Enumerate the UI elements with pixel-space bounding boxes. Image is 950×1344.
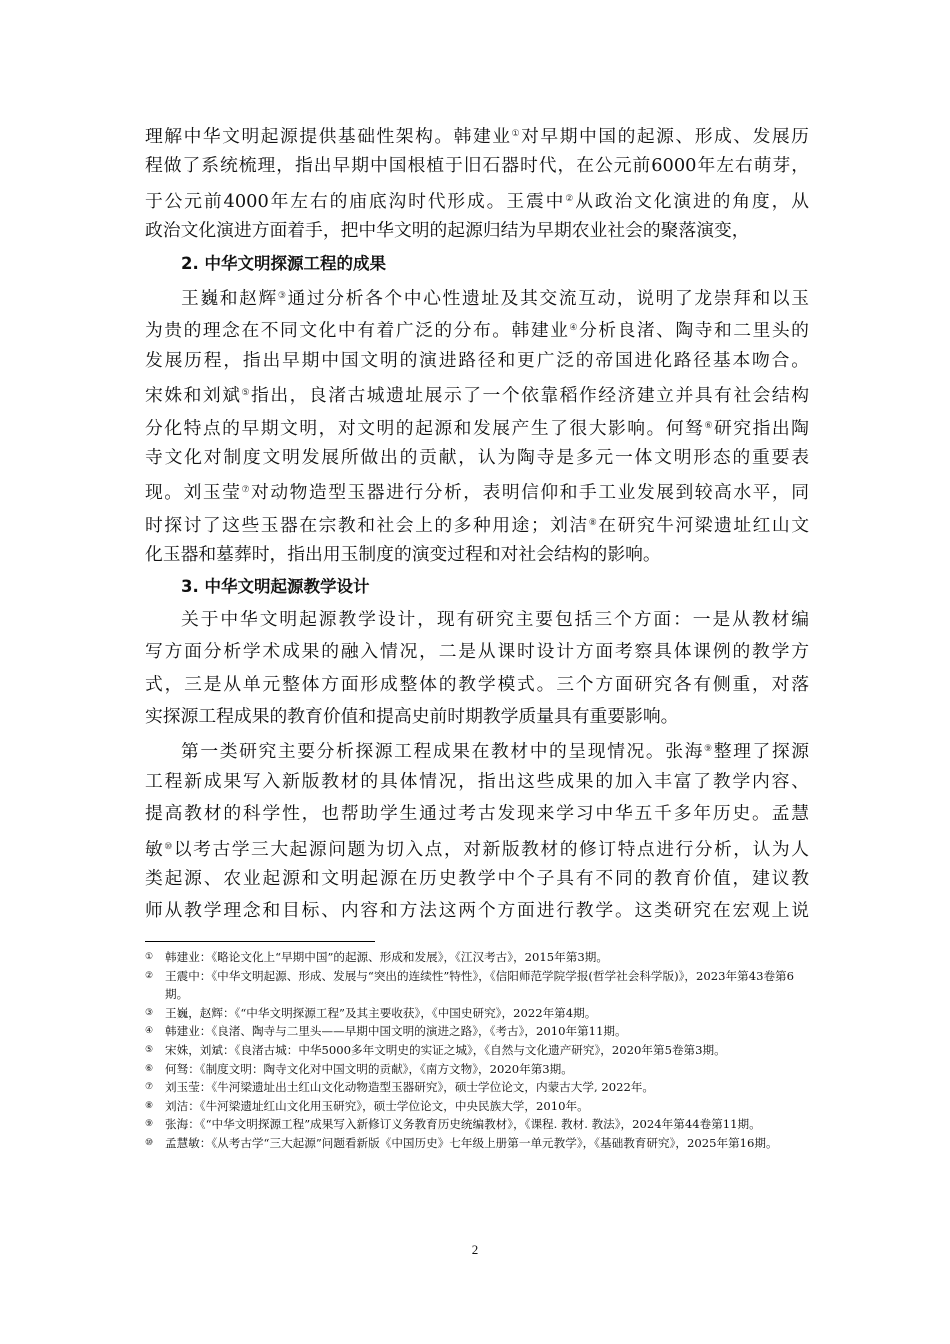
footnote-ref[interactable]: ⑨ <box>704 744 714 755</box>
footnote-ref[interactable]: ④ <box>569 323 579 334</box>
body-line <box>145 377 809 409</box>
text-run: 为贵的理念在不同文化中有着广泛的分布。韩建业 <box>145 320 570 342</box>
footnote-number: ③ <box>145 1007 154 1018</box>
text-run: 第一类研究主要分析探源工程成果在教材中的呈现情况。张海 <box>181 741 705 763</box>
footnote-text: 韩建业：《略论文化上“早期中国”的起源、形成和发展》，《江汉考古》，2015年第3期。 <box>165 950 608 964</box>
footnote-number: ⑥ <box>145 1063 154 1074</box>
text-run: 在研究牛河梁遗址红山文 <box>598 514 809 536</box>
footnote-number: ⑦ <box>145 1082 154 1093</box>
footnote-item <box>145 1097 809 1116</box>
body-line: 师从教学理念和目标、内容和方法这两个方面进行教学。这类研究在宏观上说 <box>145 900 809 922</box>
body-text <box>145 118 809 928</box>
footnote-ref[interactable]: ⑤ <box>241 388 252 399</box>
text-run: 通过分析各个中心性遗址及其交流互动，说明了龙崇拜和以玉 <box>287 287 809 309</box>
body-line: 写方面分析学术成果的融入情况，二是从课时设计方面考察具体课例的教学方 <box>145 641 809 663</box>
section-heading: 2. 中华文明探源工程的成果 <box>181 253 386 273</box>
body-line: 化玉器和墓葬时，指出用玉制度的演变过程和对社会结构的影响。 <box>145 544 661 566</box>
footnote-text: 刘玉莹：《牛河梁遗址出土红山文化动物造型玉器研究》，硕士学位论文，内蒙古大学, 2022年。 <box>165 1080 655 1095</box>
text-run: 指出，良渚古城遗址展示了一个依靠稻作经济建立并具有社会结构 <box>251 385 809 407</box>
text-run: 整理了探源 <box>713 741 809 763</box>
footnote-ref[interactable]: ⑦ <box>241 485 252 496</box>
footnote-divider <box>145 941 375 942</box>
text-run: 时探讨了这些玉器在宗教和社会上的多种用途；刘洁 <box>145 514 589 536</box>
footnote-ref[interactable]: ① <box>511 129 522 139</box>
text-run: 理解中华文明起源提供基础性架构。韩建业 <box>145 126 512 147</box>
body-line <box>145 507 809 539</box>
text-run: 分化特点的早期文明，对文明的起源和发展产生了很大影响。何驽 <box>145 417 705 439</box>
footnote-ref[interactable]: ⑧ <box>588 517 599 528</box>
text-run: 从政治文化演进的角度，从 <box>575 190 809 212</box>
footnote-number: ④ <box>145 1026 154 1037</box>
footnote-item <box>145 1041 809 1060</box>
footnote-item <box>145 1004 809 1023</box>
footnote-text: 韩建业：《良渚、陶寺与二里头——早期中国文明的演进之路》，《考古》，2010年第11期。 <box>165 1024 627 1039</box>
section-heading: 3. 中华文明起源教学设计 <box>181 577 370 597</box>
footnote-number: ⑩ <box>145 1137 154 1148</box>
body-line: 寺文化对制度文明发展所做出的贡献，认为陶寺是多元一体文明形态的重要表 <box>145 446 809 468</box>
text-run: 敏 <box>145 838 165 860</box>
footnote-ref[interactable]: ⑥ <box>704 420 715 431</box>
footnote-ref[interactable]: ② <box>565 193 576 204</box>
text-run: 对早期中国的起源、形成、发展历 <box>521 126 809 147</box>
body-line: 实探源工程成果的教育价值和提高史前时期教学质量具有重要影响。 <box>145 706 679 728</box>
text-run: 宋姝和刘斌 <box>145 385 242 407</box>
body-line: 类起源、农业起源和文明起源在历史教学中个子具有不同的教育价值，建议教 <box>145 867 809 889</box>
body-line: 提高教材的科学性，也帮助学生通过考古发现来学习中华五千多年历史。孟慧 <box>145 803 809 825</box>
body-line <box>145 280 809 312</box>
body-line <box>145 733 809 765</box>
body-line: 程做了系统梳理，指出早期中国根植于旧石器时代，在公元前6000年左右萌芽， <box>145 155 809 177</box>
footnote-item <box>145 1060 809 1079</box>
text-run: 现。刘玉莹 <box>145 482 242 504</box>
body-line <box>145 831 809 863</box>
text-run: 以考古学三大起源问题为切入点，对新版教材的修订特点进行分析，认为人 <box>173 838 809 860</box>
footnote-text: 王震中：《中华文明起源、形成、发展与“突出的连续性”特性》，《信阳师范学院学报(哲学社会科学版)》，2023年第43卷第6期。 <box>165 968 795 1002</box>
footnote-text: 刘洁：《牛河梁遗址红山文化用玉研究》，硕士学位论文，中央民族大学，2010年。 <box>165 1098 589 1113</box>
footnote-number: ② <box>145 970 154 981</box>
footnote-text: 孟慧敏：《从考古学“三大起源”问题看新版《中国历史》七年级上册第一单元教学》，《基础教育研究》，2025年第16期。 <box>165 1135 778 1150</box>
footnote-text: 王巍，赵辉：《“中华文明探源工程”及其主要收获》，《中国史研究》，2022年第4期。 <box>165 1005 597 1020</box>
body-line <box>145 118 809 150</box>
footnote-item <box>145 967 809 1004</box>
body-line: 工程新成果写入新版教材的具体情况，指出这些成果的加入丰富了教学内容、 <box>145 770 809 792</box>
footnote-ref[interactable]: ⑩ <box>164 841 174 852</box>
footnote-item <box>145 1078 809 1097</box>
text-run: 对动物造型玉器进行分析，表明信仰和手工业发展到较高水平，同 <box>251 482 809 504</box>
body-line <box>145 312 809 344</box>
text-run: 王巍和赵辉 <box>181 287 278 309</box>
page-number: 2 <box>471 1242 479 1257</box>
footnote-item <box>145 1115 809 1134</box>
footnote-number: ⑨ <box>145 1119 154 1130</box>
footnote-item <box>145 1134 809 1153</box>
footnote-ref[interactable]: ③ <box>277 290 288 301</box>
footnote-number: ⑤ <box>145 1044 154 1055</box>
footnote-text: 张海：《“中华文明探源工程”成果写入新修订义务教育历史统编教材》，《课程. 教材. 教法》，2024年第44卷第11期。 <box>165 1117 761 1132</box>
footnote-item <box>145 1022 809 1041</box>
body-line: 关于中华文明起源教学设计，现有研究主要包括三个方面：一是从教材编 <box>181 608 809 630</box>
footnote-text: 宋姝，刘斌：《良渚古城：中华5000多年文明史的实证之城》，《自然与文化遗产研究》，2020年第5卷第3期。 <box>165 1042 726 1057</box>
footnote-number: ① <box>145 952 154 962</box>
text-run: 分析良渚、陶寺和二里头的 <box>578 320 809 342</box>
body-line <box>145 183 809 215</box>
footnote-number: ⑧ <box>145 1100 154 1111</box>
body-line: 发展历程，指出早期中国文明的演进路径和更广泛的帝国进化路径基本吻合。 <box>145 349 809 371</box>
body-line: 式，三是从单元整体方面形成整体的教学模式。三个方面研究各有侧重，对落 <box>145 673 809 695</box>
body-line <box>145 410 809 442</box>
body-line: 政治文化演进方面着手，把中华文明的起源归结为早期农业社会的聚落演变， <box>145 220 750 242</box>
footnote-item <box>145 948 809 967</box>
footnotes <box>145 948 809 1153</box>
text-run: 研究指出陶 <box>714 417 809 439</box>
body-line <box>145 474 809 506</box>
footnote-text: 何驽：《制度文明：陶寺文化对中国文明的贡献》，《南方文物》，2020年第3期。 <box>165 1061 573 1076</box>
text-run: 于公元前4000年左右的庙底沟时代形成。王震中 <box>145 190 566 212</box>
